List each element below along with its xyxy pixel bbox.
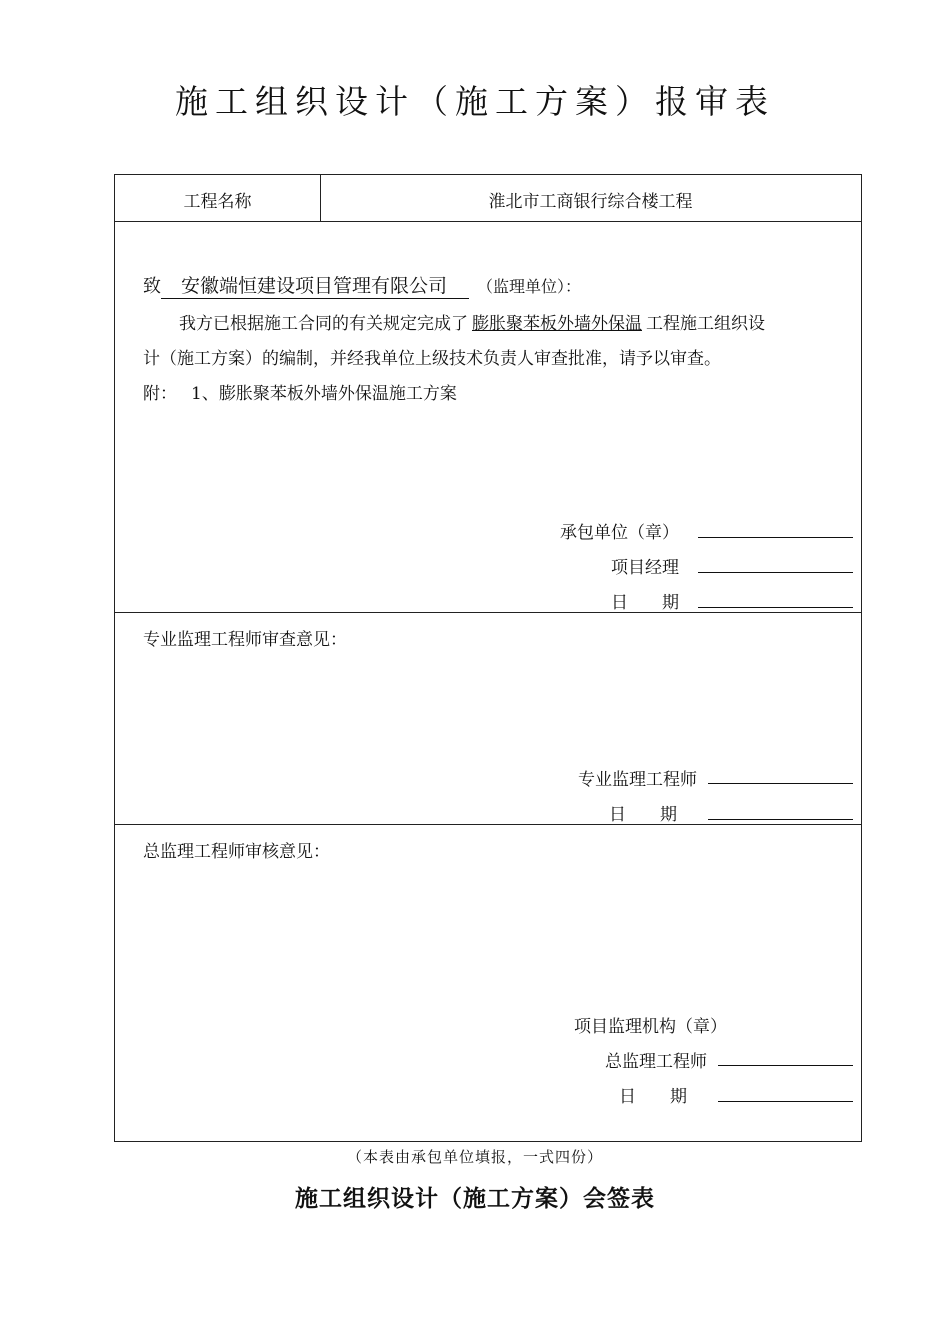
- body-line-1: [179, 309, 765, 334]
- project-name-label: 工程名称: [183, 192, 252, 212]
- chief-engineer-signature-line[interactable]: [718, 1065, 853, 1066]
- row-divider-header: [115, 221, 861, 222]
- contractor-unit-label: 承包单位（章）: [560, 523, 679, 543]
- attachment-item: 1、膨胀聚苯板外墙外保温施工方案: [191, 384, 457, 404]
- engineer-date-line[interactable]: [708, 819, 853, 820]
- engineer-review-heading: 专业监理工程师审查意见：: [143, 630, 347, 650]
- attachment-label: 附：: [143, 384, 177, 404]
- engineer-signature-line[interactable]: [708, 783, 853, 784]
- supervision-org-label: 项目监理机构（章）: [574, 1017, 727, 1037]
- engineer-date-label: 日 期: [609, 805, 677, 825]
- contractor-unit-signature-line[interactable]: [698, 537, 853, 538]
- body-text-before: 我方已根据施工合同的有关规定完成了: [179, 314, 468, 334]
- chief-review-heading: 总监理工程师审核意见：: [143, 842, 330, 862]
- attachment-line: [143, 379, 457, 404]
- form-footnote: （本表由承包单位填报，一式四份）: [346, 1148, 603, 1166]
- page-title: 施工组织设计（施工方案）报审表: [175, 82, 775, 121]
- next-form-title: 施工组织设计（施工方案）会签表: [295, 1185, 655, 1212]
- project-name-value: 淮北市工商银行综合楼工程: [488, 192, 693, 212]
- review-form-table: [114, 174, 862, 1142]
- chief-engineer-label: 总监理工程师: [605, 1052, 707, 1072]
- engineer-label: 专业监理工程师: [578, 770, 697, 790]
- body-project-name: 膨胀聚苯板外墙外保温: [472, 314, 642, 334]
- supervisor-suffix: （监理单位）：: [477, 277, 582, 296]
- supervisor-company: 安徽端恒建设项目管理有限公司: [181, 275, 448, 297]
- row-divider-engineer: [115, 824, 861, 825]
- chief-date-label: 日 期: [619, 1087, 687, 1107]
- project-manager-signature-line[interactable]: [698, 572, 853, 573]
- contractor-date-label: 日 期: [611, 593, 679, 613]
- chief-date-line[interactable]: [718, 1101, 853, 1102]
- project-manager-label: 项目经理: [611, 558, 679, 578]
- contractor-date-line[interactable]: [698, 607, 853, 608]
- body-line-2: 计（施工方案）的编制，并经我单位上级技术负责人审查批准，请予以审查。: [143, 349, 721, 369]
- row-divider-contractor: [115, 612, 861, 613]
- addressee-line: [143, 271, 581, 299]
- to-prefix: 致: [143, 276, 161, 297]
- body-text-after: 工程施工组织设: [646, 314, 765, 334]
